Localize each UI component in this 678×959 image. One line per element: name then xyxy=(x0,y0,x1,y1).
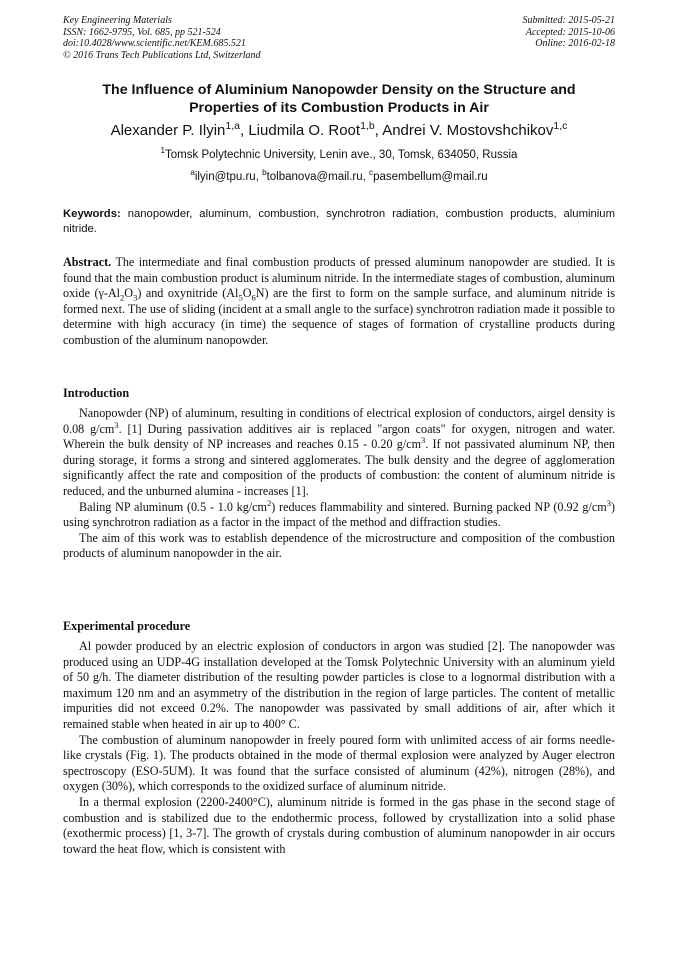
abstract-label: Abstract. xyxy=(63,255,112,269)
paper-title-line-2: Properties of its Combustion Products in Air xyxy=(189,100,489,116)
author-emails xyxy=(20,169,658,185)
paragraph-text: Baling NP aluminum (0.5 - 1.0 kg/cm xyxy=(79,499,267,514)
superscript: 3 xyxy=(421,435,426,446)
author-email[interactable]: ilyin@tpu.ru xyxy=(194,171,256,183)
author-list xyxy=(20,121,658,141)
introduction-body xyxy=(63,406,615,562)
author-affiliation-mark: 1,a xyxy=(225,120,240,132)
author-email[interactable]: pasembellum@mail.ru xyxy=(373,171,488,183)
paper-title-line-1: The Influence of Aluminium Nanopowder Density on the Structure and xyxy=(102,82,576,98)
submitted-date: Submitted: 2015-05-21 xyxy=(522,15,615,26)
superscript: 3 xyxy=(114,419,119,430)
paragraph-text: ) reduces flammability and sintered. Burning packed NP (0.92 g/cm xyxy=(271,499,607,514)
author-separator: , xyxy=(240,122,249,139)
introduction-paragraph xyxy=(63,497,615,531)
experimental-paragraph: In a thermal explosion (2200-2400°C), aluminum nitride is formed in the gas phase in the second stage of combustion and is stabilized due to the endothermic process, followed by crystallization into a solid phase (exothermic process) [1, 3-7]. The growth of crystals during combustion of aluminum nanopowder in air occurs toward the heat flow, which is consistent with xyxy=(63,794,615,856)
superscript: 3 xyxy=(606,497,611,508)
abstract-text: O xyxy=(124,286,134,301)
abstract-text: O xyxy=(242,286,252,301)
keywords-label: Keywords: xyxy=(63,208,121,220)
subscript: 6 xyxy=(251,292,256,303)
paragraph-text: Nanopowder (NP) of aluminum, resulting in conditions of electrical explosion of conductors, airgel density is 0.08 g/cm xyxy=(63,406,615,436)
email-mark: c xyxy=(369,168,374,178)
author-name: Liudmila O. Root xyxy=(248,122,361,139)
introduction-heading: Introduction xyxy=(63,386,130,400)
affiliation-mark: 1 xyxy=(160,146,166,156)
email-mark: a xyxy=(190,168,195,178)
author-name: Andrei V. Mostovshchikov xyxy=(382,122,554,139)
experimental-paragraph: The combustion of aluminum nanopowder in freely poured form with unlimited access of air forms needle-like crystals (Fig. 1). The products obtained in the mode of thermal explosion were analyzed by Auger electron spectroscopy (ESO-5UM). It was found that the surface consisted of aluminum (42%), nitrogen (28%), and oxygen (30%), which corresponds to the oxidized surface of aluminum nitride. xyxy=(63,732,615,794)
journal-doi: doi:10.4028/www.scientific.net/KEM.685.521 xyxy=(63,38,246,49)
paragraph-text: . If not passivated aluminum NP, then during storage, it forms a strong and sintered agglomerates. The bulk density and the degree of agglomeration significantly affect the rate and composition of the products of combustion: the content of aluminum nitride is reduced, and the unburned alumina - increases [1]. xyxy=(63,437,616,498)
abstract xyxy=(63,255,615,349)
journal-name: Key Engineering Materials xyxy=(63,15,172,26)
paper-title xyxy=(50,81,628,117)
subscript: 5 xyxy=(238,292,243,303)
affiliation-text: Tomsk Polytechnic University, Lenin ave., 30, Tomsk, 634050, Russia xyxy=(165,149,518,161)
keywords-text: nanopowder, aluminum, combustion, synchrotron radiation, combustion products, aluminium nitride. xyxy=(63,208,616,235)
superscript: 2 xyxy=(267,497,272,508)
author-affiliation-mark: 1,b xyxy=(360,120,375,132)
email-mark: b xyxy=(262,168,267,178)
subscript: 3 xyxy=(133,292,138,303)
experimental-paragraph: Al powder produced by an electric explosion of conductors in argon was studied [2]. The nanopowder was produced using an UDP-4G installation developed at the Tomsk Polytechnic University with an aluminum yield of 50 g/h. The diameter distribution of the resulting powder particles is close to a lognormal distribution with a maximum 120 nm and an asymmetry of the distribution in the region of large particles. The content of metallic impurities did not exceed 0.2%. The nanopowder was passivated by small additions of air, after which it remained stable when heated in air up to 400° C. xyxy=(63,639,615,731)
abstract-text: ) and oxynitride (Al xyxy=(137,286,239,301)
paragraph-text: ) using synchrotron radiation as a factor in the impact of the method and diffraction studies. xyxy=(63,499,615,530)
affiliation xyxy=(20,147,658,163)
experimental-heading: Experimental procedure xyxy=(63,619,191,633)
experimental-body xyxy=(63,639,615,857)
journal-issn: ISSN: 1662-9795, Vol. 685, pp 521-524 xyxy=(63,26,221,38)
author-email[interactable]: tolbanova@mail.ru xyxy=(266,171,363,183)
online-date: Online: 2016-02-18 xyxy=(535,38,615,49)
subscript: 2 xyxy=(120,292,125,303)
accepted-date: Accepted: 2015-10-06 xyxy=(525,26,615,38)
introduction-paragraph: The aim of this work was to establish dependence of the microstructure and composition of the combustion products of aluminum nanopowder in the air. xyxy=(63,530,615,561)
journal-header-right xyxy=(523,15,616,50)
abstract-paragraph xyxy=(63,255,615,349)
abstract-text: The intermediate and final combustion products of pressed aluminum nanopowder are studied. It is found that the main combustion product is aluminum nitride. In the intermediate stages of combustion, aluminum oxide (γ-Al xyxy=(63,255,615,301)
email-separator: , xyxy=(362,171,370,183)
email-separator: , xyxy=(255,171,263,183)
author-separator: , xyxy=(374,122,383,139)
keywords xyxy=(63,207,615,236)
author-affiliation-mark: 1,c xyxy=(553,120,568,132)
journal-header-left xyxy=(63,15,261,61)
introduction-paragraph xyxy=(63,406,615,500)
paragraph-text: . [1] During passivation additives air is replaced "argon coats" for oxygen, nitrogen and water. Wherein the bulk density of NP increases and reaches 0.15 - 0.20 g/cm xyxy=(63,421,616,452)
abstract-text: N) are the first to form on the sample surface, and aluminum nitride is formed next. The use of sliding (incident at a small angle to the surface) synchrotron radiation made it possible to determine with high accuracy (in time) the sequence of stages of formation of crystalline products during combustion of the aluminum nanopowder. xyxy=(63,286,616,347)
journal-copyright: © 2016 Trans Tech Publications Ltd, Switzerland xyxy=(63,49,261,61)
author-name: Alexander P. Ilyin xyxy=(110,122,226,139)
